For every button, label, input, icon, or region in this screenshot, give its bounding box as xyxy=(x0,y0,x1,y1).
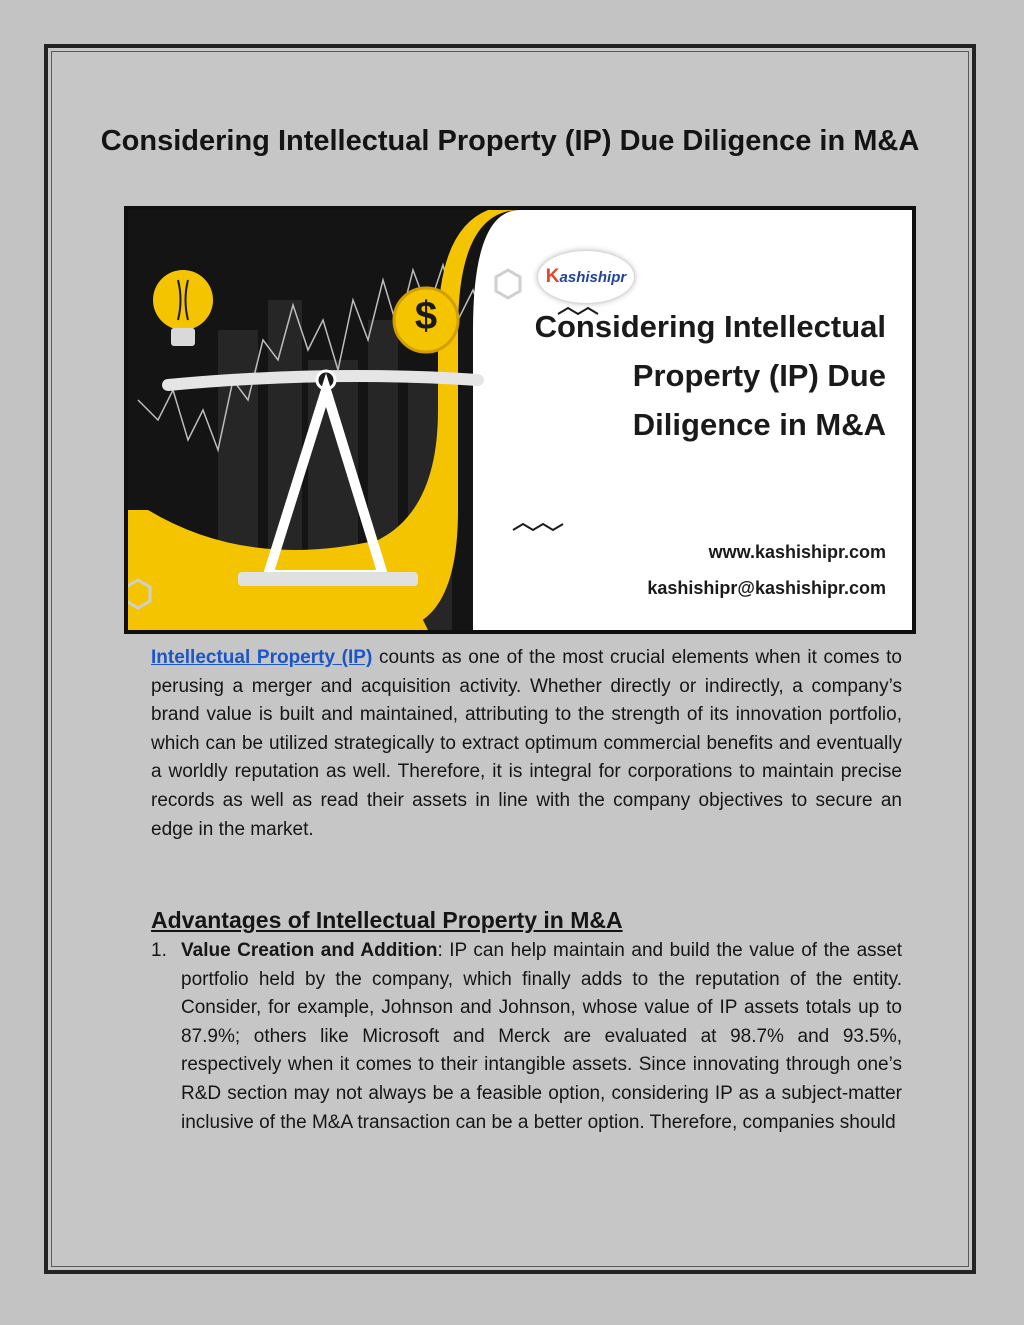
banner-website: www.kashishipr.com xyxy=(708,542,886,562)
document-page xyxy=(44,44,976,1274)
banner-email: kashishipr@kashishipr.com xyxy=(647,578,886,598)
list-item-text: : IP can help maintain and build the value of the asset portfolio held by the company, which finally adds to the reputation of the entity. Consider, for example, Johnson and Johnson, whose value of IP assets totals up to 87.9%; others like Microsoft and Merck are evaluated at 98.7% and 93.5%, respectively when it comes to their intangible assets. Since innovating through one’s R&D section may not always be a feasible option, considering IP as a subject-matter inclusive of the M&A transaction can be a better option. Therefore, companies should xyxy=(181,940,902,1133)
intro-text: counts as one of the most crucial elements when it comes to perusing a merger and acquisition activity. Whether directly or indirectly, a company’s brand value is built and maintained, attributing to the strength of its innovation portfolio, which can be utilized strategically to extract optimum commercial benefits and eventually a worldly reputation as well. Therefore, it is integral for corporations to maintain precise records as well as read their assets in line with the company objectives to secure an edge in the market. xyxy=(151,647,902,840)
ip-link[interactable]: Intellectual Property (IP) xyxy=(151,647,373,668)
document-title: Considering Intellectual Property (IP) Due Diligence in M&A xyxy=(100,125,920,157)
kashishipr-logo xyxy=(537,250,635,304)
list-item-label: Value Creation and Addition xyxy=(181,940,438,961)
banner-image xyxy=(124,206,916,634)
section-heading: Advantages of Intellectual Property in M&A xyxy=(151,907,623,933)
advantages-list xyxy=(151,937,902,1137)
list-item-number: 1. xyxy=(151,940,167,961)
logo-text: Kashishipr xyxy=(545,266,627,287)
list-item xyxy=(151,937,902,1137)
banner-headline: Considering Intellectual Property (IP) Due Diligence in M&A xyxy=(534,309,886,442)
intro-paragraph xyxy=(151,644,902,844)
dollar-icon: $ xyxy=(414,294,438,338)
